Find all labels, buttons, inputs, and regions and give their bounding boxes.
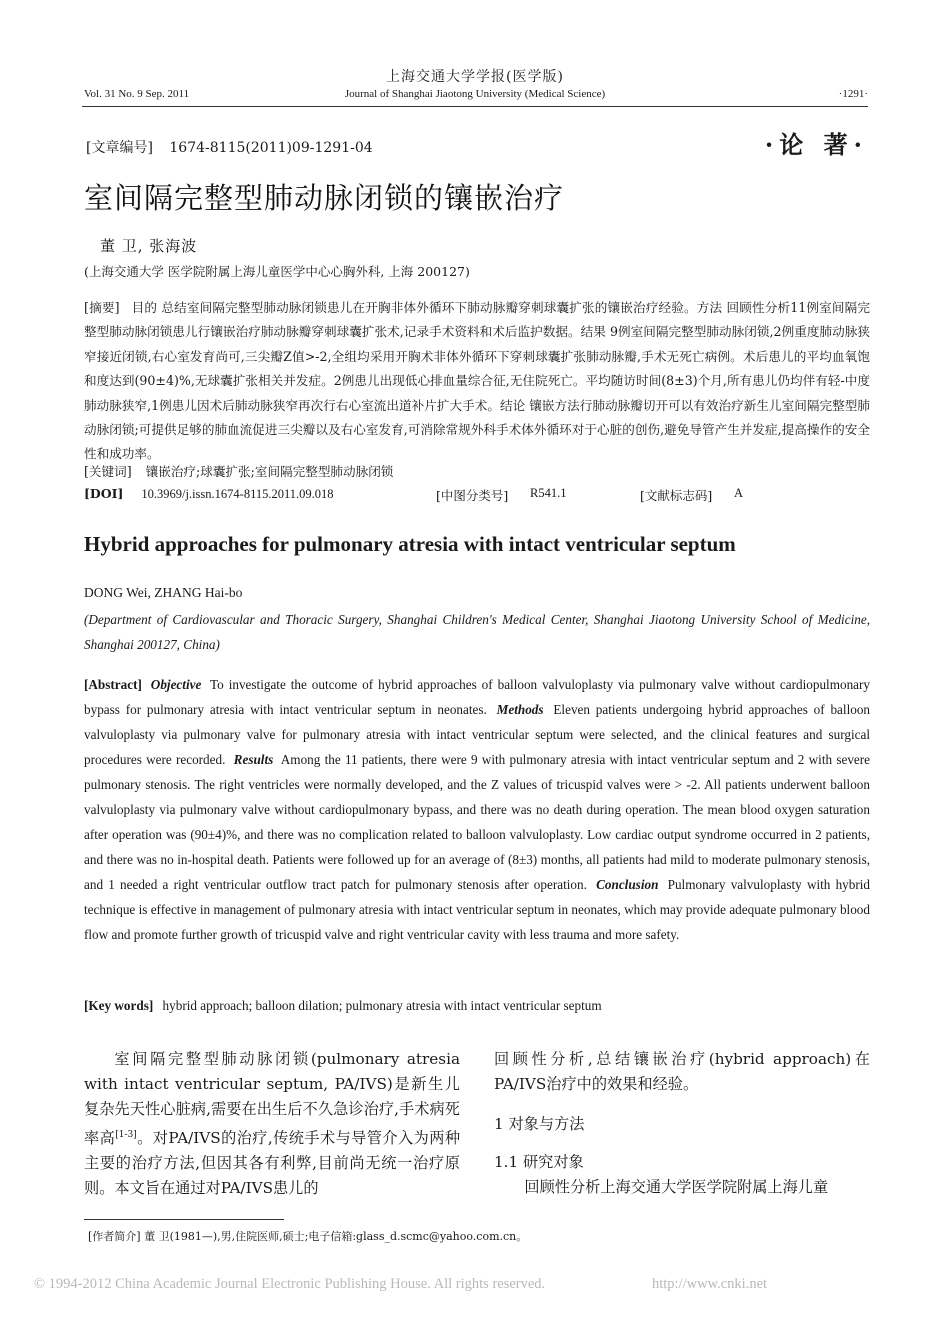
affiliation-en: (Department of Cardiovascular and Thoracic Surgery, Shanghai Children's Medical Center, Shanghai Jiaotong University School of Medicine, Shanghai 200127, China) [84, 612, 870, 652]
article-title-cn: 室间隔完整型肺动脉闭锁的镶嵌治疗 [84, 181, 565, 215]
article-id-label: [文章编号] [86, 140, 153, 156]
abstract-cn [84, 296, 870, 467]
keywords-cn [84, 461, 393, 480]
abstract-en-label: [Abstract] [84, 677, 142, 692]
keywords-en [84, 998, 602, 1014]
objective-text: To investigate the outcome of hybrid approaches of balloon valvuloplasty via pulmonary valve without cardiopulmonary bypass for pulmonary atresia with intact ventricular septum in neonates. [84, 677, 871, 717]
objective-label: Objective [150, 677, 202, 692]
section-heading-1-1: 1.1 研究对象 [494, 1152, 584, 1171]
body-right-column [494, 1047, 870, 1200]
authors-cn: 董 卫, 张海波 [100, 237, 198, 255]
keywords-cn-text: 镶嵌治疗;球囊扩张;室间隔完整型肺动脉闭锁 [145, 464, 394, 479]
clc-value: R541.1 [530, 486, 567, 500]
abstract-cn-label: [摘要] [84, 300, 120, 315]
body-left-column [84, 1047, 460, 1201]
journal-title-en: Journal of Shanghai Jiaotong University (Medical Science) [344, 88, 606, 100]
copyright-notice: © 1994-2012 China Academic Journal Electronic Publishing House. All rights reserved. [34, 1276, 546, 1292]
author-footnote: [作者简介] 董 卫(1981—),男,住院医师,硕士;电子信箱:glass_d.scmc@yahoo.com.cn。 [88, 1230, 528, 1243]
intro-paragraph [84, 1047, 460, 1201]
intro-text-2: 。对PA/IVS的治疗,传统手术与导管介入为两种主要的治疗方法,但因其各有利弊,目前尚无统一治疗原则。本文旨在通过对PA/IVS患儿的 [84, 1128, 461, 1198]
header-rule [82, 106, 868, 107]
abstract-cn-text: 目的 总结室间隔完整型肺动脉闭锁患儿在开胸非体外循环下肺动脉瓣穿刺球囊扩张的镶嵌治疗经验。方法 回顾性分析11例室间隔完整型肺动脉闭锁患儿行镶嵌治疗肺动脉瓣穿刺球囊扩张术,记录手术资料和术后监护数据。结果 9例室间隔完整型肺动脉闭锁,2例重度肺动脉狭窄接近闭锁,右心室发育尚可,三尖瓣Z值>-2,全组均采用开胸术非体外循环下穿刺球囊扩张肺动脉瓣,手术无死亡病例。术后患儿的平均血氧饱和度达到(90±4)%,无球囊扩张相关并发症。2例患儿出现低心排血量综合征,无住院死亡。平均随访时间(8±3)个月,所有患儿仍均伴有轻-中度肺动脉狭窄,1例患儿因术后肺动脉狭窄再次行右心室流出道补片扩大手术。结论 镶嵌方法行肺动脉瓣切开可以有效治疗新生儿室间隔完整型肺动脉闭锁;可提供足够的肺血流促进三尖瓣以及右心室发育,可消除常规外科手术体外循环对于心脏的创伤,避免导管产生并发症,提高操作的安全性和成功率。 [84, 300, 870, 462]
footnote-rule [84, 1219, 284, 1220]
keywords-en-text: hybrid approach; balloon dilation; pulmonary atresia with intact ventricular septum [162, 998, 602, 1013]
article-title-en: Hybrid approaches for pulmonary atresia with intact ventricular septum [84, 532, 736, 556]
section-label: ·论 著· [764, 130, 868, 159]
clc-label: [中图分类号] [436, 488, 509, 503]
keywords-en-label: [Key words] [84, 998, 154, 1013]
results-text: Among the 11 patients, there were 9 with pulmonary atresia with intact ventricular septum and 2 with severe pulmonary stenosis. The right ventricles were normally developed, and the Z values of tricuspid valves were > -2. All patients underwent balloon valvuloplasty via pulmonary valve without cardiopulmonary bypass, and there was no death during operation. The mean blood oxygen saturation after operation was (90±4)%, and there was no complication related to balloon valvuloplasty. Low cardiac output syndrome occurred in 2 patients, and there was no in-hospital death. Patients were followed up for an average of (8±3) months, all patients had mild to moderate pulmonary stenosis, and 1 needed a right ventricular outflow tract patch for pulmonary stenosis after operation. [84, 752, 871, 892]
conclusion-text: Pulmonary valvuloplasty with hybrid technique is effective in management of pulmonary atresia with intact ventricular septum in neonates, which may provide adequate pulmonary blood flow and promote further growth of tricuspid valve and right ventricular cavity with less trauma and more safety. [84, 877, 871, 942]
results-label: Results [233, 752, 274, 767]
affiliation-cn: (上海交通大学 医学院附属上海儿童医学中心心胸外科, 上海 200127) [84, 264, 470, 279]
authors-en: DONG Wei, ZHANG Hai-bo [84, 585, 243, 600]
doi-label: [DOI] [84, 486, 124, 501]
methods-text: Eleven patients undergoing hybrid approaches of balloon valvuloplasty via pulmonary valve for pulmonary atresia with intact ventricular septum were selected, and the clinical features and surgical procedures were recorded. [84, 702, 871, 767]
website-link[interactable]: http://www.cnki.net [652, 1276, 768, 1292]
methods-label: Methods [496, 702, 544, 717]
intro-continuation: 回顾性分析,总结镶嵌治疗(hybrid approach)在PA/IVS治疗中的效果和经验。 [494, 1050, 870, 1094]
keywords-cn-label: [关键词] [84, 464, 132, 479]
section-1-1-text: 回顾性分析上海交通大学医学院附属上海儿童 [524, 1177, 829, 1196]
conclusion-label: Conclusion [596, 877, 659, 892]
volume-info: Vol. 31 No. 9 Sep. 2011 [84, 88, 190, 100]
article-id [86, 137, 373, 157]
article-id-value: 1674-8115(2011)09-1291-04 [169, 140, 373, 156]
doc-code-label: [文献标志码] [640, 488, 713, 503]
abstract-en [84, 672, 870, 947]
journal-title-cn: 上海交通大学学报(医学版) [386, 69, 564, 85]
intro-text-1: 室间隔完整型肺动脉闭锁(pulmonary atresia with intact ventricular septum, PA/IVS)是新生儿复杂先天性心脏病,需要在出生后不久急诊治疗,手术病死率高 [84, 1050, 460, 1147]
doi-value: 10.3969/j.issn.1674-8115.2011.09.018 [141, 487, 334, 501]
page-number: ·1291· [838, 88, 868, 100]
doi-row [84, 486, 870, 502]
section-heading-1: 1 对象与方法 [494, 1115, 585, 1134]
doc-code-value: A [734, 486, 744, 500]
citation-1-3: [1-3] [115, 1129, 137, 1140]
